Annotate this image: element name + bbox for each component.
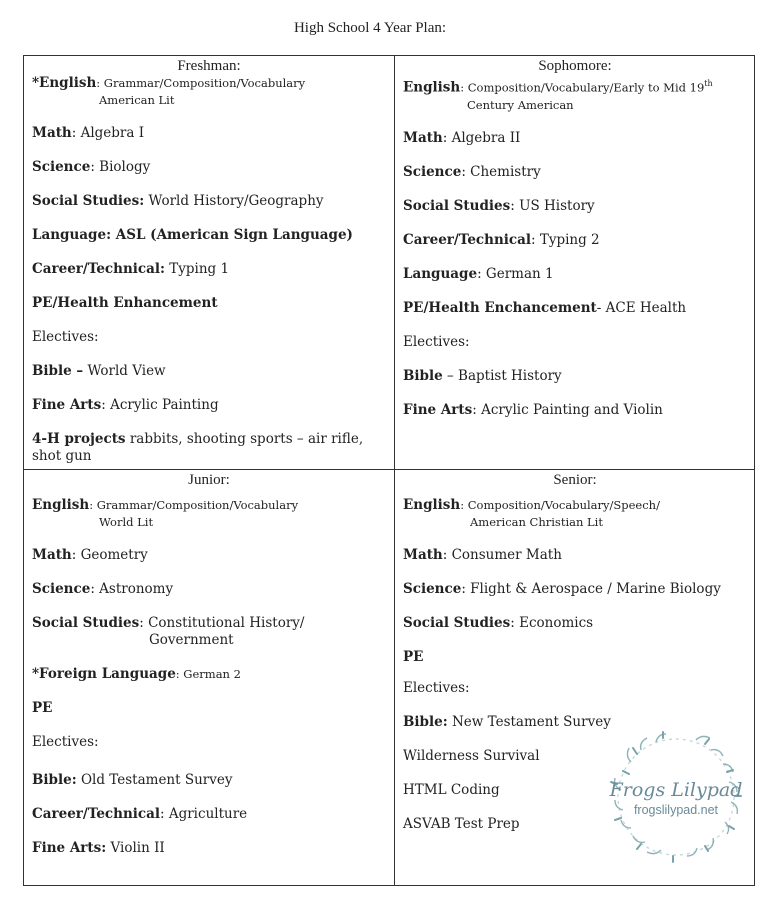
sophomore-electives: Electives: — [403, 333, 470, 350]
pe-label: PE/Health Enchancement — [403, 299, 597, 316]
bible-value: New Testament Survey — [447, 714, 611, 730]
social-value: : Constitutional History/ — [139, 615, 305, 631]
english-value: : Composition/Vocabulary/Speech/ — [460, 498, 660, 512]
freshman-language — [32, 227, 386, 244]
foreign-language-value: : German 2 — [175, 667, 241, 681]
sophomore-english — [403, 75, 747, 114]
sophomore-career — [403, 232, 747, 249]
senior-electives: Electives: — [403, 680, 470, 696]
4h-label: 4-H projects — [32, 431, 126, 447]
english-value-cont: Century American — [467, 97, 574, 112]
freshman-social-studies — [32, 193, 386, 210]
sophomore-math — [403, 130, 747, 147]
document-title: High School 4 Year Plan: — [293, 20, 447, 36]
math-value: : Algebra II — [442, 129, 521, 146]
junior-pe — [32, 700, 386, 717]
math-label: Math — [403, 547, 443, 563]
social-value: : US History — [510, 197, 595, 214]
math-value: : Geometry — [71, 547, 148, 563]
social-value-cont: Government — [149, 632, 234, 648]
science-label: Science — [403, 163, 462, 180]
fine-arts-label: Fine Arts — [32, 397, 102, 413]
senior-english — [403, 497, 747, 531]
freshman-english — [32, 75, 386, 109]
science-value: : Astronomy — [90, 581, 174, 597]
junior-social-studies — [32, 615, 386, 649]
english-value-cont: World Lit — [99, 515, 154, 529]
english-value: : Composition/Vocabulary/Early to Mid 19 — [460, 80, 705, 95]
english-value: : Grammar/Composition/Vocabulary — [96, 76, 306, 90]
fine-arts-label: Fine Arts: — [32, 840, 107, 856]
sophomore-social-studies — [403, 198, 747, 215]
science-label: Science — [32, 159, 91, 175]
freshman-cell — [24, 56, 394, 469]
fine-arts-label: Fine Arts — [403, 401, 473, 418]
career-value: : Agriculture — [160, 806, 248, 822]
english-value-cont: American Christian Lit — [470, 515, 603, 529]
pe-label: PE — [403, 649, 424, 665]
social-label: Social Studies — [403, 197, 511, 214]
sophomore-science — [403, 164, 747, 181]
junior-heading: Junior: — [188, 472, 230, 488]
science-value: : Flight & Aerospace / Marine Biology — [461, 581, 721, 597]
social-label: Social Studies — [32, 615, 140, 631]
social-label: Social Studies: — [32, 193, 145, 209]
junior-foreign-language — [32, 666, 386, 683]
fine-arts-value: Violin II — [106, 840, 165, 856]
freshman-heading: Freshman: — [177, 58, 241, 74]
freshman-4h — [32, 431, 386, 465]
english-value: : Grammar/Composition/Vocabulary — [89, 498, 299, 512]
math-label: Math — [32, 125, 72, 141]
bible-label: Bible — [403, 367, 443, 384]
senior-social-studies — [403, 615, 747, 632]
english-label: *English — [32, 75, 97, 91]
science-label: Science — [403, 581, 462, 597]
freshman-pe — [32, 295, 386, 312]
career-value: Typing 1 — [164, 261, 230, 277]
career-label: Career/Technical — [403, 231, 531, 248]
science-value: : Biology — [90, 159, 151, 175]
freshman-bible — [32, 363, 386, 380]
career-label: Career/Technical — [32, 806, 160, 822]
sophomore-heading: Sophomore: — [538, 58, 612, 74]
freshman-fine-arts — [32, 397, 386, 414]
math-value: : Algebra I — [71, 125, 145, 141]
language-label: Language — [403, 265, 478, 282]
language-value: : German 1 — [477, 265, 554, 282]
english-label: English — [403, 497, 461, 513]
english-label: English — [403, 79, 461, 96]
science-value: : Chemistry — [461, 163, 541, 180]
bible-value: Old Testament Survey — [76, 772, 233, 788]
pe-value: - ACE Health — [596, 299, 687, 316]
social-label: Social Studies — [403, 615, 511, 631]
bible-value: – Baptist History — [442, 367, 562, 384]
freshman-math — [32, 125, 386, 142]
senior-wilderness: Wilderness Survival — [403, 748, 540, 764]
junior-english — [32, 497, 386, 531]
freshman-electives: Electives: — [32, 329, 99, 345]
fine-arts-value: : Acrylic Painting and Violin — [472, 401, 663, 418]
career-label: Career/Technical: — [32, 261, 165, 277]
sophomore-language — [403, 266, 747, 283]
sophomore-pe — [403, 300, 747, 317]
junior-science — [32, 581, 386, 598]
english-superscript: th — [704, 79, 713, 88]
career-value: : Typing 2 — [531, 231, 600, 248]
english-label: English — [32, 497, 90, 513]
social-value: : Economics — [510, 615, 594, 631]
pe-label: PE/Health Enhancement — [32, 295, 218, 311]
freshman-science — [32, 159, 386, 176]
language-label: Language: ASL (American Sign Language) — [32, 227, 353, 243]
logo-url: frogslilypad.net — [633, 803, 719, 817]
bible-label: Bible – — [32, 363, 84, 379]
senior-science — [403, 581, 747, 598]
english-value-cont: American Lit — [99, 93, 175, 107]
sophomore-cell — [395, 56, 755, 469]
social-value: World History/Geography — [144, 193, 324, 209]
senior-html-coding: HTML Coding — [403, 782, 500, 798]
logo-name: Frogs Lilypad — [609, 779, 743, 801]
freshman-career — [32, 261, 386, 278]
bible-label: Bible: — [32, 772, 77, 788]
science-label: Science — [32, 581, 91, 597]
senior-pe — [403, 649, 747, 666]
frogs-lilypad-logo — [601, 722, 751, 872]
math-label: Math — [32, 547, 72, 563]
sophomore-fine-arts — [403, 402, 747, 419]
pe-label: PE — [32, 700, 53, 716]
math-label: Math — [403, 129, 443, 146]
junior-electives: Electives: — [32, 734, 99, 750]
4h-value: rabbits, shooting sports – air rifle, shot gun — [32, 431, 364, 464]
senior-asvab: ASVAB Test Prep — [403, 816, 520, 832]
sophomore-bible — [403, 368, 747, 385]
bible-value: World View — [83, 363, 166, 379]
bible-label: Bible: — [403, 714, 448, 730]
junior-cell — [24, 470, 394, 885]
junior-math — [32, 547, 386, 564]
foreign-language-label: *Foreign Language — [32, 666, 176, 682]
junior-bible — [32, 772, 386, 789]
junior-fine-arts — [32, 840, 386, 857]
fine-arts-value: : Acrylic Painting — [101, 397, 219, 413]
math-value: : Consumer Math — [442, 547, 562, 563]
senior-heading: Senior: — [553, 472, 597, 488]
senior-math — [403, 547, 747, 564]
junior-career — [32, 806, 386, 823]
